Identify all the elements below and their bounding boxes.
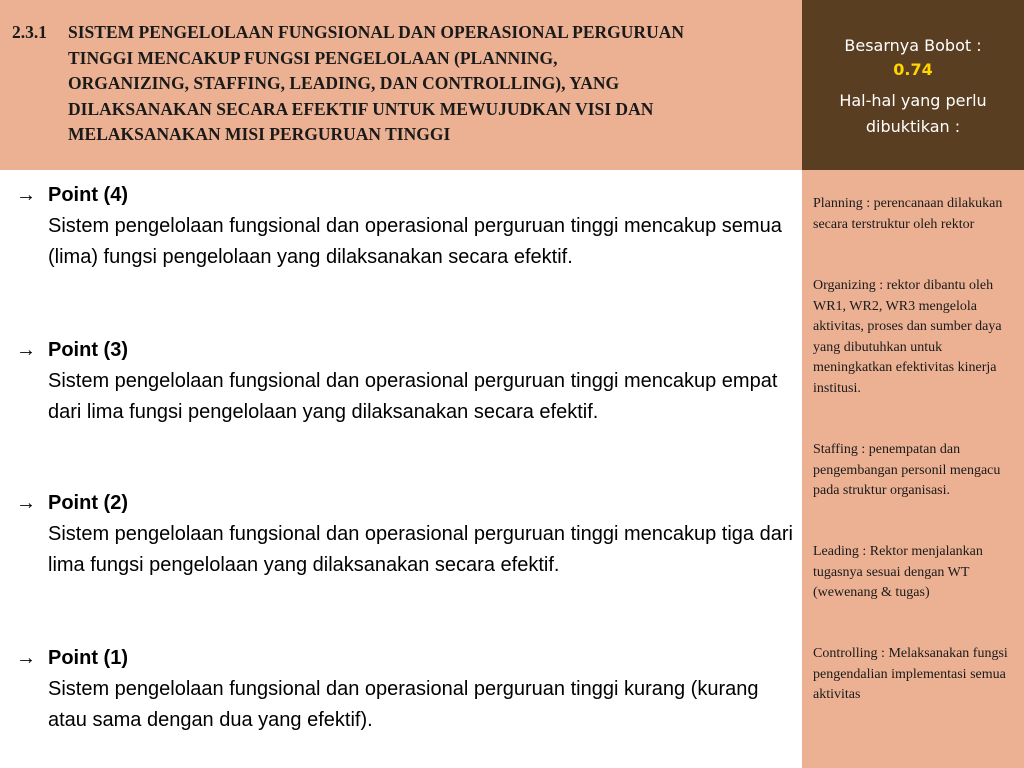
evidence-leading: Leading : Rektor menjalankan tugasnya sesuai dengan WT (wewenang & tugas) (813, 544, 983, 600)
arrow-right-icon: → (16, 492, 36, 514)
point-title: Point (1) (48, 647, 128, 669)
point-description: Sistem pengelolaan fungsional dan operasional perguruan tinggi mencakup empat dari lima fungsi pengelolaan yang dilaksanakan secara efektif. (48, 370, 778, 423)
point-title: Point (3) (48, 339, 128, 361)
arrow-right-icon: → (16, 647, 36, 669)
evidence-planning: Planning : perencanaan dilakukan secara terstruktur oleh rektor (813, 196, 1003, 232)
point-title: Point (2) (48, 492, 128, 514)
arrow-right-icon: → (16, 184, 36, 206)
title-line: TINGGI MENCAKUP FUNGSI PENGELOLAAN (PLANNING, (68, 47, 558, 68)
title-line: DILAKSANAKAN SECARA EFEKTIF UNTUK MEWUJUDKAN VISI DAN (68, 98, 654, 119)
evidence-panel (802, 170, 1024, 768)
title-line: ORGANIZING, STAFFING, LEADING, DAN CONTROLLING), YANG (68, 73, 620, 93)
point-description: Sistem pengelolaan fungsional dan operasional perguruan tinggi mencakup semua (lima) fungsi pengelolaan yang dilaksanakan secara efektif. (48, 215, 782, 268)
point-description: Sistem pengelolaan fungsional dan operasional perguruan tinggi mencakup tiga dari lima fungsi pengelolaan yang dilaksanakan secara efektif. (48, 523, 793, 576)
weight-label: Besarnya Bobot : (844, 36, 982, 55)
evidence-staffing: Staffing : penempatan dan pengembangan personil mengacu pada struktur organisasi. (813, 442, 1001, 498)
title-line: SISTEM PENGELOLAAN FUNGSIONAL DAN OPERASIONAL PERGURUAN (68, 22, 684, 42)
slide-title (12, 20, 792, 148)
evidence-controlling: Controlling : Melaksanakan fungsi pengendalian implementasi semua aktivitas (813, 646, 1008, 702)
points-list (0, 170, 802, 768)
weight-value: 0.74 (893, 60, 933, 79)
evidence-organizing: Organizing : rektor dibantu oleh WR1, WR2, WR3 mengelola aktivitas, proses dan sumber daya yang dibutuhkan untuk meningkatkan efektivitas kinerja institusi. (813, 278, 1002, 396)
arrow-right-icon: → (16, 339, 36, 361)
section-number: 2.3.1 (12, 22, 47, 42)
point-title: Point (4) (48, 184, 128, 206)
title-line: MELAKSANAKAN MISI PERGURUAN TINGGI (68, 124, 451, 144)
point-description: Sistem pengelolaan fungsional dan operasional perguruan tinggi kurang (kurang atau sama dengan dua yang efektif). (48, 678, 759, 731)
slide-header (0, 0, 802, 170)
evidence-label: Hal-hal yang perlu dibuktikan : (839, 91, 987, 136)
weight-box (802, 0, 1024, 170)
